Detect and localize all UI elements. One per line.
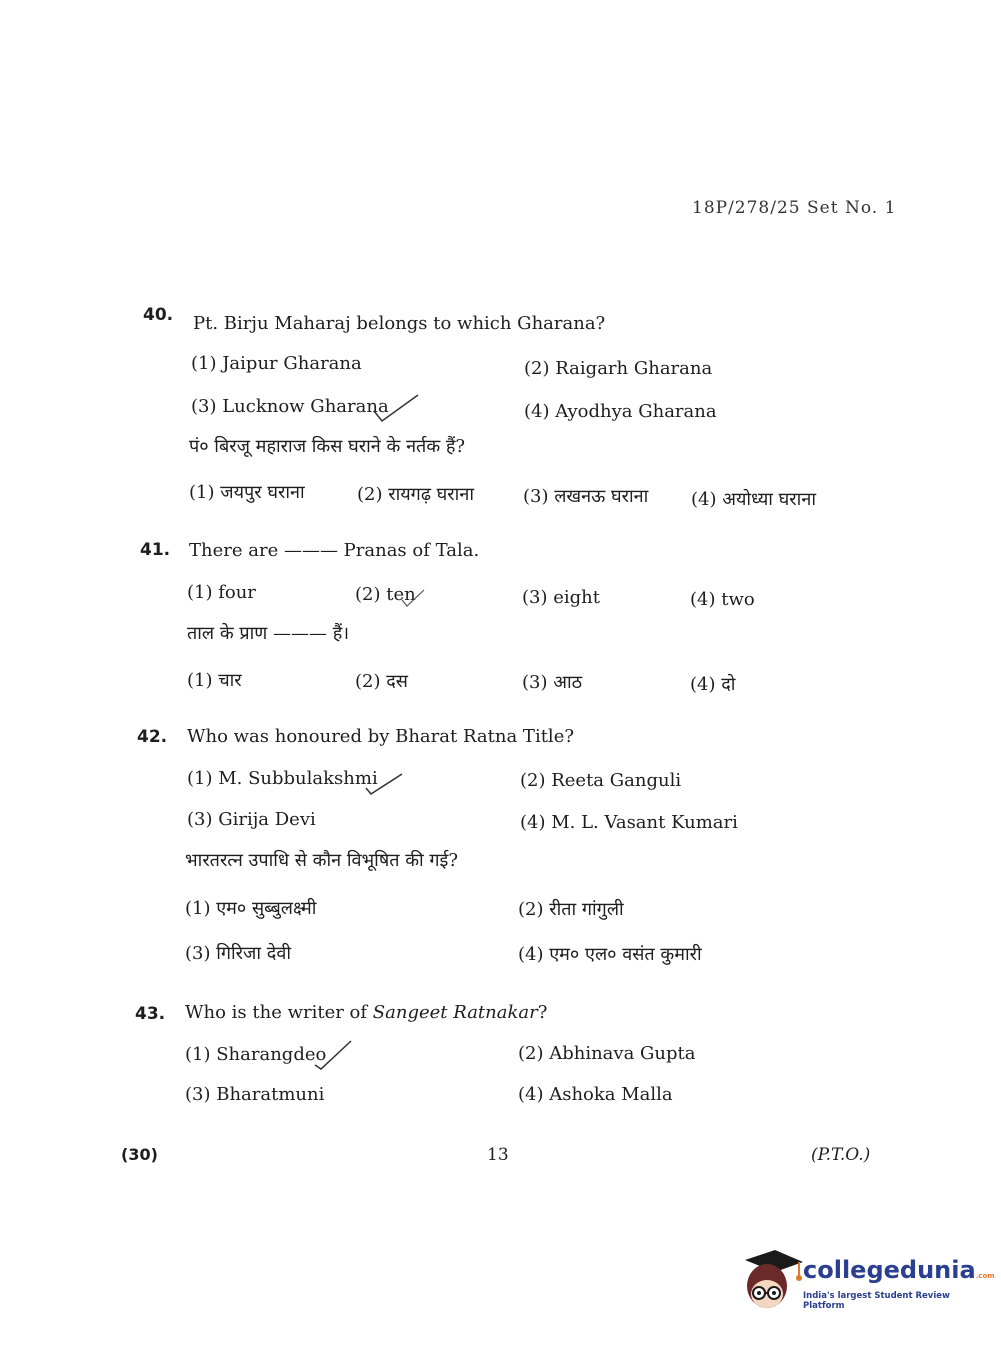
question-number: 41.	[140, 540, 171, 560]
question-text: Who was honoured by Bharat Ratna Title?	[187, 726, 574, 747]
option-4: (4) Ayodhya Gharana	[524, 401, 717, 422]
option-1: (1) Sharangdeo	[185, 1044, 327, 1065]
question-text-italic: Sangeet Ratnakar	[372, 1002, 538, 1023]
page-number: 13	[487, 1145, 509, 1165]
option-2-hindi: (2) रीता गांगुली	[518, 899, 624, 920]
option-3: (3) Girija Devi	[187, 809, 316, 830]
option-4-hindi: (4) एम० एल० वसंत कुमारी	[518, 944, 702, 965]
option-1: (1) four	[187, 582, 256, 603]
question-text-prefix: Who is the writer of	[185, 1002, 368, 1023]
brand-name: collegedunia	[803, 1256, 976, 1284]
option-2: (2) ten	[355, 584, 416, 605]
option-4-hindi: (4) अयोध्या घराना	[691, 489, 816, 510]
marks-total: (30)	[121, 1145, 158, 1164]
option-1: (1) Jaipur Gharana	[191, 353, 362, 374]
question-number: 42.	[137, 727, 168, 747]
option-2: (2) Abhinava Gupta	[518, 1043, 696, 1064]
option-1-hindi: (1) जयपुर घराना	[189, 482, 305, 503]
collegedunia-logo	[741, 1246, 995, 1316]
brand-tagline: India's largest Student Review Platform	[803, 1291, 950, 1311]
option-3: (3) Bharatmuni	[185, 1084, 325, 1105]
question-number: 43.	[135, 1004, 166, 1024]
question-text: There are ——— Pranas of Tala.	[189, 540, 480, 561]
question-text-hindi: भारतरत्न उपाधि से कौन विभूषित की गई?	[185, 850, 459, 871]
option-3: (3) Lucknow Gharana	[191, 396, 389, 417]
question-text-suffix: ?	[537, 1002, 548, 1023]
option-1-hindi: (1) एम० सुब्बुलक्ष्मी	[185, 898, 317, 919]
option-2: (2) Raigarh Gharana	[524, 358, 713, 379]
paper-code: 18P/278/25 Set No. 1	[692, 198, 897, 218]
option-3: (3) eight	[522, 587, 600, 608]
option-3-hindi: (3) आठ	[522, 672, 583, 693]
option-2-hindi: (2) दस	[355, 671, 408, 692]
question-number: 40.	[143, 305, 174, 325]
brand-suffix: .com	[975, 1272, 995, 1280]
option-2-hindi: (2) रायगढ़ घराना	[357, 484, 474, 505]
option-3-hindi: (3) गिरिजा देवी	[185, 943, 292, 964]
pto-label: (P.T.O.)	[811, 1145, 871, 1165]
question-text-hindi: पं० बिरजू महाराज किस घराने के नर्तक हैं?	[189, 436, 466, 457]
option-1: (1) M. Subbulakshmi	[187, 768, 378, 789]
option-4: (4) M. L. Vasant Kumari	[520, 812, 738, 833]
option-4-hindi: (4) दो	[690, 674, 736, 695]
option-4: (4) two	[690, 589, 755, 610]
option-2: (2) Reeta Ganguli	[520, 770, 682, 791]
question-text-hindi: ताल के प्राण ——— हैं।	[187, 623, 350, 644]
option-1-hindi: (1) चार	[187, 670, 242, 691]
question-text	[185, 1002, 547, 1023]
question-text: Pt. Birju Maharaj belongs to which Gharana?	[193, 313, 606, 334]
option-4: (4) Ashoka Malla	[518, 1084, 673, 1105]
mascot-icon	[741, 1246, 803, 1316]
option-3-hindi: (3) लखनऊ घराना	[523, 486, 649, 507]
